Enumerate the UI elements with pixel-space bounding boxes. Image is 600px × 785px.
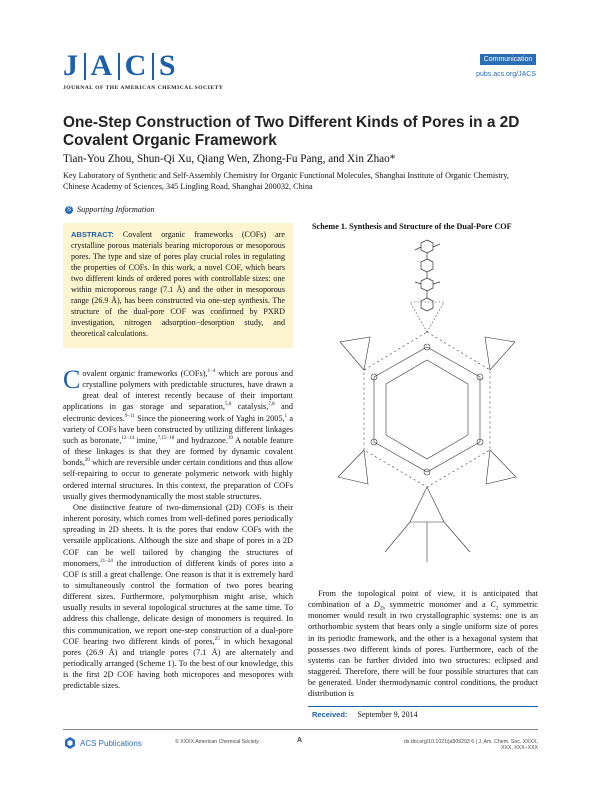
logo-letter: A (90, 49, 114, 82)
supporting-info-label: Supporting Information (77, 205, 155, 214)
text: the introduction of different kinds of pores into a COF is still a great challenge. One reason is that it is extremely hard to simultaneously control the formation of two pores bearing different sizes. Furthermore, polymorphism might arise, which usually results in several topological structures at the same time. To address this challenge, delicate design of monomers is required. In this communication, we report one-step construction of a dual-pore COF bearing two different kinds of pores, (63, 558, 293, 646)
logo-divider (152, 53, 154, 80)
text: which are reversible under certain conditions and thus allow self-repairing to occur to generate polymeric network with highly ordered internal structures. In this context, the preparation of COFs usually gives thermodynamically the most stable structures. (63, 458, 293, 501)
text: and electronic devices. (63, 402, 293, 423)
text: which are porous and crystalline polymers with predictable structures, have drawn a great deal of interest recently because of their important applications in gas storage and separation, (63, 369, 293, 412)
citation[interactable]: 9−11 (124, 413, 135, 419)
citation[interactable]: 19 (227, 436, 233, 442)
citation[interactable]: 21−24 (100, 558, 113, 564)
acs-publications-logo[interactable] (63, 736, 142, 750)
abstract-text: Covalent organic frameworks (COFs) are crystalline porous materials bearing microporous or mesoporous pores. The type and size of pores play crucial roles in regulating the properties of COFs. In this work, a novel COF, which bears two different kinds of ordered pores with controllable sizes: one within microporous range (7.1 Å) and the other in mesoporous range (26.9 Å), has been constructed via one-step synthesis. The structure of the dual-pore COF was confirmed by PXRD investigation, nitrogen adsorption−desorption study, and theoretical calculations. (71, 230, 285, 338)
citation[interactable]: 12−14 (121, 436, 135, 442)
received-date (312, 710, 418, 719)
citation[interactable]: 1−4 (207, 369, 216, 375)
paragraph-2 (63, 502, 293, 692)
citation[interactable]: 25 (214, 636, 220, 642)
logo-letter: J (63, 49, 79, 82)
text: A notable feature of these linkages is that they are formed by dynamic covalent bonds, (63, 435, 294, 468)
citation[interactable]: 7,15−18 (157, 436, 175, 442)
text: a variety of COFs have been constructed by utilizing different linkages such as boronate, (63, 413, 293, 445)
scheme-figure (330, 232, 525, 572)
logo-letter: C (124, 49, 148, 82)
scheme-caption: Scheme 1. Synthesis and Structure of the Dual-Pore COF (312, 222, 512, 231)
affiliation: Key Laboratory of Synthetic and Self-Assembly Chemistry for Organic Functional Molecules, Shanghai Institute of Organic Chemistry, Chinese Academy of Sciences, 345 Lingling Road, Shanghai 200032, China (63, 171, 509, 192)
logo-divider (118, 53, 120, 80)
footer-divider (63, 729, 538, 730)
text: One distinctive feature of two-dimensional (2D) COFs is their inherent porosity, which comes from well-defined pores periodically spreading in 2D sheets. It is the pores that endow COFs with the versatile applications. Although the size and shape of pores in a 2D COF can be well tailored by changing the structures of monomers, (63, 502, 293, 568)
citation[interactable]: 7,8 (268, 402, 275, 408)
article-type-badge: Communication (480, 54, 536, 65)
text: in which hexagonal pores (26.9 Å) and triangle pores (7.1 Å) are alternately and periodically arranged (Scheme 1). To the best of our knowledge, this is the first 2D COF having both micropores and mesopores with predictable sizes. (63, 636, 293, 691)
doi-citation[interactable]: dx.doi.org/10.1021/ja509293 6 | J. Am. Chem. Soc. XXXX, XXX, XXX−XXX (404, 739, 538, 751)
page-number: A (297, 737, 303, 744)
publisher-name: ACS Publications (80, 738, 142, 748)
citation[interactable]: 1 (284, 413, 288, 419)
supporting-info-icon: S (66, 206, 71, 213)
paragraph-1 (63, 365, 294, 502)
journal-logo (63, 49, 177, 83)
logo-letter: S (158, 49, 177, 82)
citation[interactable]: 5,6 (224, 402, 232, 408)
text: imine, (134, 435, 158, 445)
framework-structure (338, 302, 516, 562)
text: ovalent organic frameworks (COFs), (82, 369, 208, 378)
supporting-info-link[interactable] (65, 205, 155, 214)
abstract-label: ABSTRACT: (71, 230, 114, 239)
received-value: September 9, 2014 (357, 710, 418, 719)
subscript: 2 (495, 606, 499, 612)
paragraph-3 (308, 588, 538, 700)
symmetry-label: C (490, 600, 496, 610)
journal-subtitle: JOURNAL OF THE AMERICAN CHEMICAL SOCIETY (63, 85, 224, 91)
copyright: © XXXX American Chemical Society (175, 739, 259, 745)
citation[interactable]: 20 (84, 458, 90, 464)
subscript: 2h (379, 606, 385, 612)
article-title: One-Step Construction of Two Different Kinds of Pores in a 2D Covalent Organic Framework (63, 114, 520, 149)
body-left-column (63, 365, 294, 692)
abstract-box (63, 223, 293, 348)
dropcap: C (63, 365, 81, 394)
text: symmetric monomer would result in two crystallographic systems: one is an orthorhombic system that bears only a single uniform size of pores in its periodic framework, and the other is a hexagonal system that possesses two different kinds of pores. Furthermore, each of the systems can be further divided into two structures: eclipsed and staggered. Therefore, there will be four possible structures that can be generated. Under thermodynamic control conditions, the product distribution is (308, 600, 538, 699)
monomer-structure (415, 240, 440, 311)
text: catalysis, (231, 402, 269, 412)
text: From the topological point of view, it is anticipated that combination of a (308, 589, 538, 610)
body-right-column (308, 588, 538, 700)
journal-link[interactable]: pubs.acs.org/JACS (476, 71, 536, 78)
symmetry-label: D (373, 600, 380, 610)
text: symmetric monomer and a (384, 600, 491, 610)
author-list: Tian-You Zhou, Shun-Qi Xu, Qiang Wen, Zhong-Fu Pang, and Xin Zhao* (63, 153, 396, 165)
received-label: Received: (312, 710, 348, 719)
acs-hexagon-icon (63, 736, 77, 750)
text: and hydrazone. (174, 435, 228, 445)
received-divider (308, 706, 538, 707)
text: Since the pioneering work of Yaghi in 2005, (134, 413, 285, 423)
logo-divider (84, 53, 86, 80)
